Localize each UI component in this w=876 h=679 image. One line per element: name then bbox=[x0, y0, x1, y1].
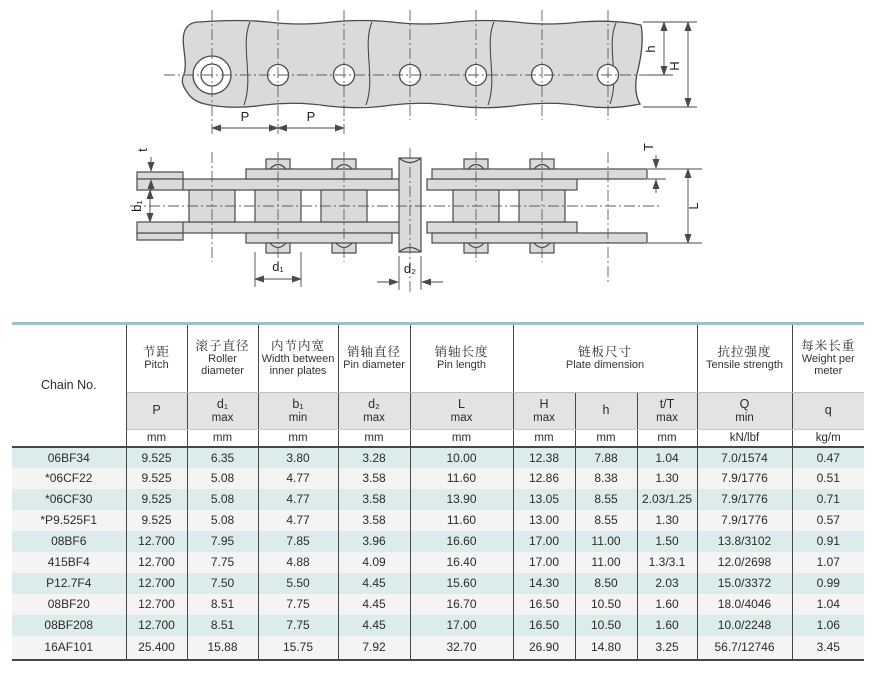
col-header-weight-per-meter bbox=[792, 324, 864, 393]
dim-label-d1: d₁ bbox=[272, 259, 284, 274]
value-cell: 3.80 bbox=[258, 447, 338, 468]
unit-cell: mm bbox=[575, 430, 637, 447]
value-cell: 1.60 bbox=[637, 594, 697, 615]
value-cell: 17.00 bbox=[410, 615, 513, 636]
value-cell: 12.0/2698 bbox=[697, 552, 792, 573]
value-cell: 12.86 bbox=[513, 468, 575, 489]
value-cell: 12.700 bbox=[126, 573, 187, 594]
value-cell: 3.58 bbox=[338, 468, 410, 489]
value-cell: 16.40 bbox=[410, 552, 513, 573]
col-cn-label: 抗拉强度 bbox=[717, 344, 772, 359]
chain-no-cell: *06CF22 bbox=[12, 468, 126, 489]
value-cell: 13.05 bbox=[513, 489, 575, 510]
chain-no-cell: 415BF4 bbox=[12, 552, 126, 573]
value-cell: 12.700 bbox=[126, 552, 187, 573]
value-cell: 8.55 bbox=[575, 510, 637, 531]
value-cell: 26.90 bbox=[513, 636, 575, 660]
value-cell: 14.80 bbox=[575, 636, 637, 660]
table-row bbox=[12, 573, 864, 594]
chain-no-cell: 08BF6 bbox=[12, 531, 126, 552]
value-cell: 7.50 bbox=[187, 573, 258, 594]
outer-plate-bottom bbox=[246, 233, 392, 243]
col-en-label: Tensile strength bbox=[705, 359, 784, 372]
symbol-P: P bbox=[126, 393, 187, 430]
plan-view-diagram bbox=[129, 143, 702, 294]
value-cell: 4.09 bbox=[338, 552, 410, 573]
value-cell: 13.90 bbox=[410, 489, 513, 510]
value-cell: 4.77 bbox=[258, 510, 338, 531]
col-cn-label: 销轴长度 bbox=[434, 344, 489, 359]
col-cn-label: 链板尺寸 bbox=[577, 344, 632, 359]
dim-label-b1: b₁ bbox=[129, 200, 144, 212]
value-cell: 16.70 bbox=[410, 594, 513, 615]
col-en-label: Roller diameter bbox=[201, 353, 244, 378]
col-header-tensile-strength bbox=[697, 324, 792, 393]
value-cell: 14.30 bbox=[513, 573, 575, 594]
col-header-inner-width bbox=[258, 324, 338, 393]
value-cell: 18.0/4046 bbox=[697, 594, 792, 615]
value-cell: 2.03 bbox=[637, 573, 697, 594]
chain-no-cell: *06CF30 bbox=[12, 489, 126, 510]
value-cell: 17.00 bbox=[513, 552, 575, 573]
unit-cell: mm bbox=[637, 430, 697, 447]
chain-drawing-svg bbox=[0, 0, 876, 322]
value-cell: 1.04 bbox=[637, 447, 697, 468]
value-cell: 1.50 bbox=[637, 531, 697, 552]
value-cell: 11.60 bbox=[410, 468, 513, 489]
value-cell: 1.30 bbox=[637, 468, 697, 489]
value-cell: 13.8/3102 bbox=[697, 531, 792, 552]
col-cn-label: 内节内宽 bbox=[270, 338, 325, 353]
chain-no-cell: 08BF20 bbox=[12, 594, 126, 615]
value-cell: 3.58 bbox=[338, 510, 410, 531]
value-cell: 1.3/3.1 bbox=[637, 552, 697, 573]
unit-cell: mm bbox=[410, 430, 513, 447]
value-cell: 7.9/1776 bbox=[697, 510, 792, 531]
symbol-b1-min: b₁ min bbox=[258, 393, 338, 430]
value-cell: 12.700 bbox=[126, 531, 187, 552]
value-cell: 15.75 bbox=[258, 636, 338, 660]
table-row bbox=[12, 636, 864, 660]
value-cell: 17.00 bbox=[513, 531, 575, 552]
value-cell: 1.30 bbox=[637, 510, 697, 531]
value-cell: 56.7/12746 bbox=[697, 636, 792, 660]
value-cell: 3.58 bbox=[338, 489, 410, 510]
value-cell: 7.75 bbox=[258, 594, 338, 615]
value-cell: 4.45 bbox=[338, 594, 410, 615]
dim-label-pitch-2: P bbox=[306, 109, 316, 124]
inner-plate-top bbox=[137, 179, 414, 190]
col-en-label: Width between inner plates bbox=[261, 353, 335, 378]
value-cell: 12.38 bbox=[513, 447, 575, 468]
value-cell: 13.00 bbox=[513, 510, 575, 531]
col-en-label: Pin diameter bbox=[343, 359, 405, 372]
value-cell: 10.00 bbox=[410, 447, 513, 468]
unit-cell: kg/m bbox=[792, 430, 864, 447]
value-cell: 12.700 bbox=[126, 594, 187, 615]
chain-no-cell: 08BF208 bbox=[12, 615, 126, 636]
value-cell: 0.57 bbox=[792, 510, 864, 531]
value-cell: 11.00 bbox=[575, 552, 637, 573]
value-cell: 15.88 bbox=[187, 636, 258, 660]
inner-plate-bottom bbox=[137, 222, 414, 233]
value-cell: 9.525 bbox=[126, 489, 187, 510]
value-cell: 5.08 bbox=[187, 489, 258, 510]
col-header-roller-diameter bbox=[187, 324, 258, 393]
symbol-Q-min: Q min bbox=[697, 393, 792, 430]
unit-cell: mm bbox=[126, 430, 187, 447]
unit-cell: mm bbox=[513, 430, 575, 447]
value-cell: 2.03/1.25 bbox=[637, 489, 697, 510]
value-cell: 0.71 bbox=[792, 489, 864, 510]
chain-no-cell: *P9.525F1 bbox=[12, 510, 126, 531]
value-cell: 3.96 bbox=[338, 531, 410, 552]
value-cell: 11.00 bbox=[575, 531, 637, 552]
value-cell: 16.50 bbox=[513, 615, 575, 636]
value-cell: 7.95 bbox=[187, 531, 258, 552]
symbol-d2-max: d₂ max bbox=[338, 393, 410, 430]
value-cell: 15.0/3372 bbox=[697, 573, 792, 594]
value-cell: 7.75 bbox=[187, 552, 258, 573]
unit-cell: mm bbox=[338, 430, 410, 447]
value-cell: 7.9/1776 bbox=[697, 468, 792, 489]
value-cell: 32.70 bbox=[410, 636, 513, 660]
col-en-label: Pin length bbox=[437, 359, 486, 372]
col-en-label: Pitch bbox=[144, 359, 169, 372]
value-cell: 7.88 bbox=[575, 447, 637, 468]
value-cell: 0.47 bbox=[792, 447, 864, 468]
value-cell: 0.51 bbox=[792, 468, 864, 489]
outer-plate-top bbox=[246, 169, 392, 179]
col-cn-label: 每米长重 bbox=[801, 338, 856, 353]
table-row bbox=[12, 447, 864, 468]
dim-label-L: L bbox=[686, 202, 701, 210]
value-cell: 4.77 bbox=[258, 468, 338, 489]
value-cell: 15.60 bbox=[410, 573, 513, 594]
dim-label-T: T bbox=[641, 143, 656, 151]
units-row bbox=[12, 430, 864, 447]
value-cell: 7.0/1574 bbox=[697, 447, 792, 468]
col-header-pin-diameter bbox=[338, 324, 410, 393]
value-cell: 6.35 bbox=[187, 447, 258, 468]
chain-no-cell: 06BF34 bbox=[12, 447, 126, 468]
col-header-pitch bbox=[126, 324, 187, 393]
dim-label-d2: d₂ bbox=[403, 261, 417, 276]
table-body bbox=[12, 447, 864, 660]
col-header-plate-dimension bbox=[513, 324, 697, 393]
value-cell: 1.06 bbox=[792, 615, 864, 636]
value-cell: 16.60 bbox=[410, 531, 513, 552]
header-group-row bbox=[12, 324, 864, 393]
value-cell: 9.525 bbox=[126, 468, 187, 489]
value-cell: 4.45 bbox=[338, 573, 410, 594]
dim-label-pitch-1: P bbox=[240, 109, 250, 124]
col-en-label: Weight per meter bbox=[801, 353, 855, 378]
value-cell: 8.38 bbox=[575, 468, 637, 489]
value-cell: 16.50 bbox=[513, 594, 575, 615]
value-cell: 4.77 bbox=[258, 489, 338, 510]
value-cell: 1.04 bbox=[792, 594, 864, 615]
value-cell: 8.55 bbox=[575, 489, 637, 510]
value-cell: 8.51 bbox=[187, 594, 258, 615]
table-row bbox=[12, 510, 864, 531]
table-row bbox=[12, 615, 864, 636]
value-cell: 12.700 bbox=[126, 615, 187, 636]
col-cn-label: 滚子直径 bbox=[195, 338, 250, 353]
col-header-pin-length bbox=[410, 324, 513, 393]
value-cell: 8.51 bbox=[187, 615, 258, 636]
symbol-L-max: L max bbox=[410, 393, 513, 430]
value-cell: 5.08 bbox=[187, 510, 258, 531]
col-en-label: Plate dimension bbox=[565, 359, 645, 372]
value-cell: 11.60 bbox=[410, 510, 513, 531]
table-row bbox=[12, 489, 864, 510]
side-view-diagram bbox=[164, 10, 697, 134]
value-cell: 5.50 bbox=[258, 573, 338, 594]
symbol-tT-max: t/T max bbox=[637, 393, 697, 430]
table-row bbox=[12, 531, 864, 552]
symbol-h: h bbox=[575, 393, 637, 430]
value-cell: 4.45 bbox=[338, 615, 410, 636]
value-cell: 3.45 bbox=[792, 636, 864, 660]
col-cn-label: 节距 bbox=[142, 344, 170, 359]
dim-label-H: H bbox=[667, 61, 682, 71]
value-cell: 0.91 bbox=[792, 531, 864, 552]
dim-label-t: t bbox=[135, 148, 150, 152]
symbol-H-max: H max bbox=[513, 393, 575, 430]
chain-no-cell: P12.7F4 bbox=[12, 573, 126, 594]
value-cell: 1.07 bbox=[792, 552, 864, 573]
table-row bbox=[12, 468, 864, 489]
spec-table bbox=[12, 322, 864, 661]
col-cn-label: 销轴直径 bbox=[346, 344, 401, 359]
unit-cell: mm bbox=[187, 430, 258, 447]
value-cell: 4.88 bbox=[258, 552, 338, 573]
value-cell: 7.92 bbox=[338, 636, 410, 660]
symbol-d1-max: d₁ max bbox=[187, 393, 258, 430]
unit-cell: kN/lbf bbox=[697, 430, 792, 447]
dim-label-h: h bbox=[643, 45, 658, 53]
chain-no-header: Chain No. bbox=[12, 324, 126, 447]
value-cell: 7.75 bbox=[258, 615, 338, 636]
value-cell: 9.525 bbox=[126, 447, 187, 468]
symbol-q: q bbox=[792, 393, 864, 430]
value-cell: 7.85 bbox=[258, 531, 338, 552]
value-cell: 10.50 bbox=[575, 615, 637, 636]
value-cell: 9.525 bbox=[126, 510, 187, 531]
value-cell: 7.9/1776 bbox=[697, 489, 792, 510]
value-cell: 25.400 bbox=[126, 636, 187, 660]
table-row bbox=[12, 594, 864, 615]
value-cell: 3.28 bbox=[338, 447, 410, 468]
value-cell: 8.50 bbox=[575, 573, 637, 594]
symbol-row bbox=[12, 393, 864, 430]
value-cell: 5.08 bbox=[187, 468, 258, 489]
value-cell: 1.60 bbox=[637, 615, 697, 636]
table-row bbox=[12, 552, 864, 573]
value-cell: 0.99 bbox=[792, 573, 864, 594]
chain-drawings bbox=[0, 0, 876, 322]
value-cell: 10.50 bbox=[575, 594, 637, 615]
unit-cell: mm bbox=[258, 430, 338, 447]
chain-no-cell: 16AF101 bbox=[12, 636, 126, 660]
value-cell: 3.25 bbox=[637, 636, 697, 660]
value-cell: 10.0/2248 bbox=[697, 615, 792, 636]
